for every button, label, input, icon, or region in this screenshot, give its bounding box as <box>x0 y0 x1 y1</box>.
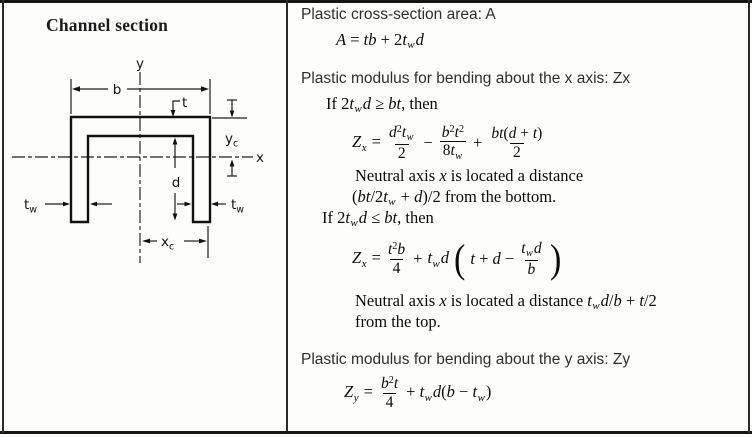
tw-left-inner-arrow <box>90 202 97 207</box>
zx-case2-note-line1: Neutral axis x is located a distance $t_wd/b + t/2$ <box>355 291 657 313</box>
b-arrow-left <box>72 86 80 91</box>
left-parenthesis: ( <box>454 236 466 281</box>
yc-arrow-bottom <box>230 160 235 167</box>
zx-case1-frac1: $\frac{d^2t_w}{2}$ <box>388 123 414 162</box>
b-dim-label: b <box>112 82 122 98</box>
d-arrow-bottom <box>173 214 178 221</box>
right-parenthesis: ) <box>549 236 561 281</box>
minus-operator: − <box>423 133 433 152</box>
zx-case1-lhs: $Z_x$ = <box>352 132 381 154</box>
zx-case2-condition: If $2t_wd$ ≤ bt, then <box>322 208 434 230</box>
zx-case2-note-line2: from the top. <box>355 312 441 331</box>
table-right-border <box>748 0 750 433</box>
zy-heading: Plastic modulus for bending about the y axis: Zy <box>301 351 631 368</box>
zx-case1-note-line1: Neutral axis x is located a distance <box>355 166 584 185</box>
zx-case1-frac2: $\frac{b^2t^2}{8t_w}$ <box>439 124 467 162</box>
zx-case1-note-line2: $(bt/2t_w + d)/2$ from the bottom. <box>352 187 557 209</box>
zx-case2-frac2: $\frac{t_wd}{b}$ <box>521 239 542 278</box>
plus-operator: + <box>473 133 483 152</box>
plus-operator: + <box>413 249 423 268</box>
zx-case1-condition: If $2t_wd$ ≥ bt, then <box>326 94 438 116</box>
tw-right-outer-arrow <box>211 202 218 207</box>
zx-case2-coefficient: $t_wd$ <box>427 248 450 270</box>
tw-left-label: $t_w$ <box>24 197 38 216</box>
zy-rest: + $t_wd(b - t_w)$ <box>406 382 492 404</box>
channel-section-diagram <box>0 0 286 433</box>
t-dim-label: t <box>182 95 188 111</box>
d-dim-label: d <box>171 175 181 191</box>
zx-case2-lhs: $Z_x$ = <box>352 248 381 270</box>
b-arrow-right <box>201 86 209 91</box>
tw-right-inner-arrow <box>185 202 192 207</box>
yc-dim-label: $y_c$ <box>225 131 239 150</box>
zx-heading: Plastic modulus for bending about the x axis: Zx <box>301 70 631 87</box>
zy-formula <box>344 371 491 415</box>
zy-frac: $\frac{b^2t}{4}$ <box>380 375 399 411</box>
area-formula: A = tb + $2t_wd$ <box>336 30 424 52</box>
d-arrow-top <box>173 138 178 145</box>
xc-dim-label: $x_c$ <box>161 234 175 253</box>
xc-arrow-right <box>199 239 207 244</box>
zx-case2-frac1: $\frac{t^2b}{4}$ <box>387 241 406 277</box>
t-leader <box>173 101 180 111</box>
tw-right-label: $t_w$ <box>231 197 245 216</box>
section-title: Channel section <box>46 15 169 35</box>
area-heading: Plastic cross-section area: A <box>301 6 496 23</box>
zx-case1-frac3: $\frac{bt(d + t)}{2}$ <box>491 125 543 161</box>
y-axis-label: y <box>136 56 144 72</box>
zx-case2-formula <box>352 233 562 285</box>
x-axis-label: x <box>256 150 264 166</box>
yc-arrow-top <box>230 111 235 118</box>
zy-lhs: $Z_y$ = <box>344 382 373 404</box>
xc-arrow-left <box>142 239 150 244</box>
table-column-divider <box>286 0 288 431</box>
zx-case2-inner: t + d − <box>470 249 515 268</box>
tw-left-outer-arrow <box>63 202 70 207</box>
zx-case1-formula <box>352 120 545 166</box>
